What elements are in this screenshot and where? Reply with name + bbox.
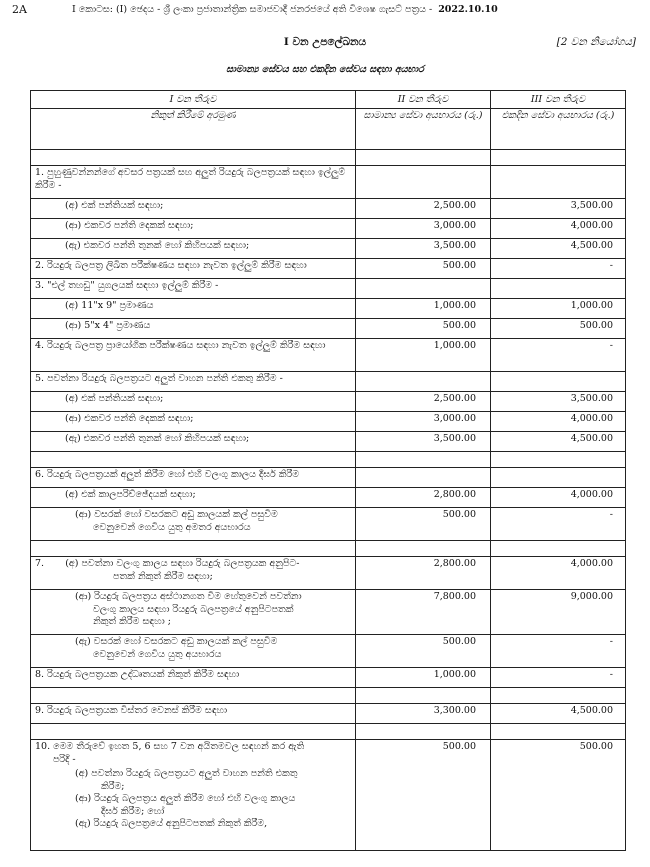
- row-label-line: වෙනුවෙන් ගෙවිය යුතු අයභාරය: [93, 648, 222, 660]
- row-label: 2. රියදුරු බලපත්‍ර ලිඛිත පරීක්ෂණය සඳහා නැවත ඉල්ලුම් කිරීම සඳහා: [31, 259, 356, 279]
- one-day-fee: 3,500.00: [491, 392, 626, 412]
- regulation-ref: [2 වන නියෝගය]: [556, 36, 636, 48]
- row-label: (ආ) 5"x 4" ප්‍රමාණය: [31, 319, 356, 339]
- general-fee: 3,000.00: [356, 219, 491, 239]
- general-fee: 500.00: [356, 259, 491, 279]
- row-label: 8. රියදුරු බලපත්‍රයක උද්ධෘතයක් නිකුත් කිරීම සඳහා: [31, 668, 356, 688]
- general-fee: 3,500.00: [356, 239, 491, 259]
- table-row: [31, 219, 626, 239]
- row-label: 9. රියදුරු බලපත්‍රයක විස්තර වෙනස් කිරීම සඳහා: [31, 704, 356, 724]
- list-item-cont: දීර්ඝ කිරීම; හෝ: [101, 805, 165, 817]
- table-row: [31, 299, 626, 319]
- table-row: [31, 372, 626, 392]
- row-label-line: පතක් නිකුත් කිරීම සඳහා;: [113, 570, 213, 582]
- item-text: (අ) පවත්නා වලංගු කාලය සඳහා රියදුරු බලපත්‍රයක අනුපිට-: [65, 558, 300, 569]
- column-header-row: [31, 91, 626, 109]
- row-label: 1. පුහුණුවන්නන්ගේ අවසර පත්‍රයක් සහ අලුත් රියදුරු බලපත්‍රයක් සඳහා ඉල්ලුම් කිරීම -: [31, 166, 356, 199]
- one-day-fee: -: [491, 339, 626, 372]
- one-day-fee: -: [491, 635, 626, 668]
- table-row: [31, 488, 626, 508]
- one-day-fee: 9,000.00: [491, 590, 626, 635]
- general-fee: 3,000.00: [356, 412, 491, 432]
- row-label: 4. රියදුරු බලපත්‍ර ප්‍රායෝගික පරීක්ෂණය සඳහා නැවත ඉල්ලුම් කිරීම සඳහා: [31, 339, 356, 372]
- row-label-line: [35, 558, 351, 571]
- table-row: [31, 432, 626, 452]
- table-row: [31, 199, 626, 219]
- table-row: [31, 259, 626, 279]
- page-number: 2A: [12, 3, 27, 16]
- row-label: [31, 508, 356, 541]
- spacer-row: [31, 150, 626, 166]
- row-label-line: නිකුත් කිරීම සඳහා ;: [93, 616, 171, 627]
- row-label: (ඇ) එකවර පන්ති තුනක් හෝ කිහිපයක් සඳහා;: [31, 432, 356, 452]
- table-row: [31, 319, 626, 339]
- spacer-row: [31, 688, 626, 704]
- general-fee: 500.00: [356, 319, 491, 339]
- item-number: 7.: [35, 558, 45, 569]
- col-sub-3: එකදින සේවා අයභාරය (රු.): [491, 109, 626, 150]
- table-row: [31, 590, 626, 635]
- table-row: [31, 508, 626, 541]
- general-fee: 500.00: [356, 635, 491, 668]
- row-label: [31, 557, 356, 590]
- spacer-row: [31, 724, 626, 740]
- gazette-date: 2022.10.10: [438, 4, 498, 15]
- list-item: (ආ) රියදුරු බලපත්‍රය අලුත් කිරීම හෝ එහි වලංගු කාලය: [75, 793, 296, 804]
- general-fee: 1,000.00: [356, 668, 491, 688]
- one-day-fee: -: [491, 508, 626, 541]
- row-label: 3. "එල් තහඩු" යුගලයක් සඳහා ඉල්ලුම් කිරීම -: [31, 279, 356, 299]
- col-sub-1: නිකුත් කිරීමේ අරමුණ: [31, 109, 356, 150]
- one-day-fee: 3,500.00: [491, 199, 626, 219]
- schedule-heading: [0, 36, 650, 52]
- one-day-fee: 4,000.00: [491, 488, 626, 508]
- row-label: (අ) එක් කාලපරිච්ඡේදයක් සඳහා;: [31, 488, 356, 508]
- general-fee: 3,500.00: [356, 432, 491, 452]
- col-header-3: III වන තීරුව: [491, 91, 626, 109]
- col-sub-2: සාමාන්‍ය සේවා අයභාරය (රු.): [356, 109, 491, 150]
- row-label: (අ) එක් පන්තියක් සඳහා;: [31, 199, 356, 219]
- table-row: [31, 339, 626, 372]
- one-day-fee: 500.00: [491, 740, 626, 851]
- schedule-title: I වන උපලේඛනය: [283, 36, 367, 48]
- sub-item-list: [35, 768, 351, 831]
- table-row: [31, 635, 626, 668]
- row-label: 6. රියදුරු බලපත්‍රයක් අලුත් කිරීම හෝ එහි වලංගු කාලය දීර්ඝ කිරීම: [31, 468, 356, 488]
- list-item-cont: කිරීම;: [101, 780, 125, 792]
- general-fee: 500.00: [356, 508, 491, 541]
- col-header-1: I වන තීරුව: [31, 91, 356, 109]
- one-day-fee: 1,000.00: [491, 299, 626, 319]
- row-label-line: පරිදි -: [53, 753, 76, 765]
- row-label: (ආ) එකවර පන්ති දෙකක් සඳහා;: [31, 412, 356, 432]
- row-label-line: (ආ) වසරක් හෝ වසරකට අඩු කාලයක් කල් පසුවීම: [75, 509, 278, 520]
- gazette-title: [72, 4, 498, 15]
- general-fee: 500.00: [356, 740, 491, 851]
- one-day-fee: 4,500.00: [491, 239, 626, 259]
- general-fee: 2,800.00: [356, 488, 491, 508]
- list-item: (අ) පවත්නා රියදුරු බලපත්‍රයට අලුත් වාහන පන්ති එකතු: [75, 768, 298, 779]
- one-day-fee: 4,000.00: [491, 219, 626, 239]
- row-label-line: 10. මෙම තීරුවේ ඉහත 5, 6 සහ 7 වන අයිතමවල සඳහන් කර ඇති: [35, 741, 305, 752]
- row-label: [31, 740, 356, 851]
- row-label: [31, 635, 356, 668]
- row-label-line: වෙනුවෙන් ගෙවිය යුතු අමතර අයභාරය: [93, 521, 251, 533]
- row-label: 5. පවත්නා රියදුරු බලපත්‍රයට අලුත් වාහන පන්ති එකතු කිරීම -: [31, 372, 356, 392]
- table-row: [31, 412, 626, 432]
- row-label-line: වලංගු කාලය සඳහා රියදුරු බලපත්‍රයේ අනුපිටපතක්: [93, 603, 294, 615]
- schedule-subtitle: සාමාන්‍ය සේවය සහ එකදින සේවය සඳහා අයභාර: [226, 64, 424, 75]
- table-row: [31, 668, 626, 688]
- table-row: [31, 704, 626, 724]
- one-day-fee: -: [491, 668, 626, 688]
- row-label-line: (ඇ) වසරක් හෝ වසරකට අඩු කාලයක් කල් පසුවීම: [75, 636, 278, 647]
- col-header-2: II වන තීරුව: [356, 91, 491, 109]
- page-header: [12, 3, 638, 21]
- general-fee: 2,800.00: [356, 557, 491, 590]
- table-row: [31, 279, 626, 299]
- spacer-row: [31, 452, 626, 468]
- row-label: (ආ) එකවර පන්ති දෙකක් සඳහා;: [31, 219, 356, 239]
- general-fee: 2,500.00: [356, 199, 491, 219]
- column-subheader-row: [31, 109, 626, 150]
- row-label-line: (ආ) රියදුරු බලපත්‍රය අස්ථානගත වීම හේතුවෙන් පවත්නා: [75, 591, 302, 602]
- list-item: (ඇ) රියදුරු බලපත්‍රයේ අනුපිටපතක් නිකුත් කිරීම,: [75, 818, 268, 829]
- row-label: (අ) එක් පන්තියක් සඳහා;: [31, 392, 356, 412]
- general-fee: 1,000.00: [356, 299, 491, 319]
- table-row: [31, 468, 626, 488]
- spacer-row: [31, 541, 626, 557]
- general-fee: 7,800.00: [356, 590, 491, 635]
- row-label: [31, 590, 356, 635]
- table-row: [31, 392, 626, 412]
- table-row: [31, 166, 626, 199]
- fee-table: [30, 90, 626, 851]
- table-row: [31, 557, 626, 590]
- one-day-fee: 4,500.00: [491, 704, 626, 724]
- table-row: [31, 740, 626, 851]
- table-row: [31, 239, 626, 259]
- one-day-fee: 4,500.00: [491, 432, 626, 452]
- row-label: (ඇ) එකවර පන්ති තුනක් හෝ කිහිපයක් සඳහා;: [31, 239, 356, 259]
- one-day-fee: -: [491, 259, 626, 279]
- one-day-fee: 4,000.00: [491, 557, 626, 590]
- one-day-fee: 4,000.00: [491, 412, 626, 432]
- one-day-fee: 500.00: [491, 319, 626, 339]
- general-fee: 2,500.00: [356, 392, 491, 412]
- gazette-name: I කොටස: (I) ඡෙදය - ශ්‍රී ලංකා ප්‍රජාතාන්ත්‍රික සමාජවාදී ජනරජයේ අති විශෙෂ ගැසට් පත්‍රය -: [72, 4, 433, 15]
- row-label: (අ) 11"x 9" ප්‍රමාණය: [31, 299, 356, 319]
- general-fee: 1,000.00: [356, 339, 491, 372]
- general-fee: 3,300.00: [356, 704, 491, 724]
